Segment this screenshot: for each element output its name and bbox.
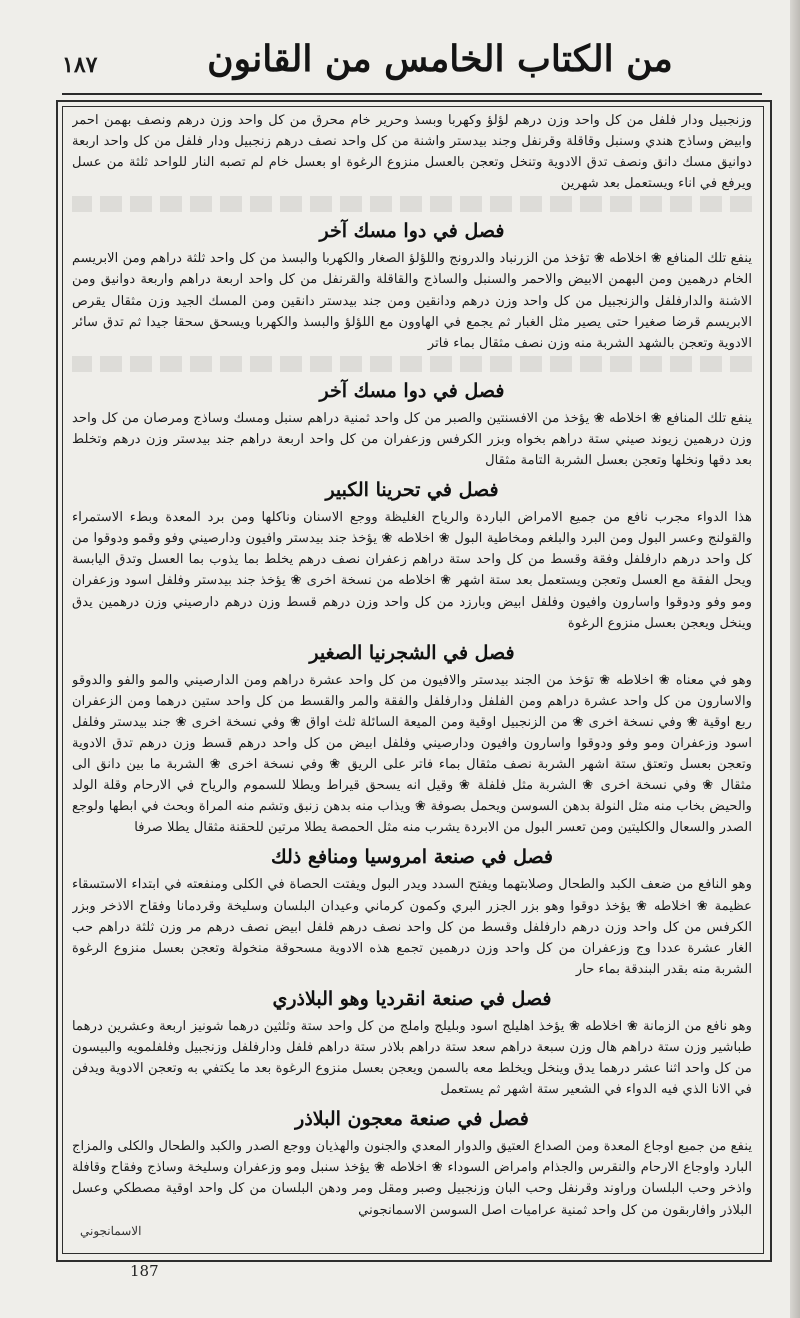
bleed-through-marks: [72, 196, 752, 212]
folio-number-top: ١٨٧: [62, 52, 98, 78]
section-title-6: فصل في صنعة انقرديا وهو البلاذري: [272, 987, 552, 1010]
running-head: من الكتاب الخامس من القانون: [207, 38, 673, 80]
section-title-4: فصل في الشجرنيا الصغير: [309, 641, 515, 664]
paragraph-0: وزنجبيل ودار فلفل من كل واحد وزن درهم لؤلؤ وكهربا وبسذ وحرير خام محرق من كل واحد وزن درهم ونصف بهمن احمر وابيض وساذج هندي وسنبل وقاقلة وقرنفل وجند بيدستر واشنة من كل واحد نصف درهم زنجبيل ودار فلفل من كل واحد اربعة دوانيق مسك دانق ونصف تدق الادوية وتنخل وتعجن بالعسل منزوع الرغوة او بعسل خام لم تصبه النار للواحد ثلثة من عسل ويرفع في اناء ويستعمل بعد شهرين: [72, 113, 752, 192]
catchword: الاسمانجوني: [80, 1223, 142, 1238]
section-title-7: فصل في صنعة معجون البلاذر: [295, 1108, 529, 1131]
paragraph-3: هذا الدواء مجرب نافع من جميع الامراض الباردة والرياح الغليظة ووجع الاسنان وناكلها ومن برد المعدة وبطء الاستمراء والقولنج وعسر البول ومن البرد والبلغم ومخاطية البول ❀ اخلاطه ❀ يؤخذ جند بيدستر وافيون ودارصيني وفو وقمو ودوقوا من كل واحد درهم دارفلفل وفقة وقسط من كل واحد ستة دراهم زعفران نصف درهم يخلط بما يذوب بما العسل وتدق اليابسة ويحل الفقة مع العسل وتعجن ويستعمل بعد ستة اشهر ❀ اخلاطه من نسخة اخرى ❀ يؤخذ جند بيدستر وفلفل اسود وزعفران ومو وفو ودوقوا واسارون وافيون وفلفل ابيض وبارزد من كل واحد وزن درهم قسط وزن درهم دارصيني وزن درهمين يدق وينخل ويعجن بعسل منزوع الرغوة: [72, 510, 752, 631]
paragraph-2: ينفع تلك المنافع ❀ اخلاطه ❀ يؤخذ من الافسنتين والصبر من كل واحد ثمنية دراهم سنبل ومسك وساذج ومرصان من كل واحد وزن درهمين زيوند صيني ستة دراهم بخواه وبزر الكرفس وزعفران من كل واحد اربعة دراهم جند بيدستر وزن درهم وتخلط بعد دقها ونخلها وتعجن بعسل الشربة التامة مثقال: [72, 410, 752, 469]
paragraph-4: وهو في معناه ❀ اخلاطه ❀ تؤخذ من الجند بيدستر والافيون من كل واحد عشرة دراهم ومن الدارصيني والمو والفو والدوقو والاسارون من كل واحد عشرة دراهم ومن الفلفل ودارفلفل والفقة والمر والقسط من كل واحد ستين درهما ومن الزعفران ربع اوقية ❀ وفي نسخة اخرى ❀ من الزنجبيل اوقية ومن الميعة السائلة ثلث اواق ❀ وفي نسخة اخرى ❀ جند بيدستر وفلفل اسود وزعفران ومو وفو ودوقوا واسارون وافيون ودارصيني وفلفل ابيض من كل واحد درهم قسط وزن درهم تدق الادوية وتعجن بعسل وتعتق ستة اشهر الشربة نصف مثقال بماء فاتر على الريق ❀ وفي نسخة اخرى ❀ الشربة ما بين دانق الى مثقال ❀ وفي نسخة اخرى ❀ الشربة مثل فلفلة ❀ وقيل انه يسحق قيراط ويطلا للسموم والرياح في الارحام وقلة الولد والحيض بخاب منه مثل النولة بدهن السوسن ويحمل بصوفة ❀ ويذاب منه بدهن زنبق وتشم منه المراة وبحث في ابطها ولوجع الصدر والسعال والكليتين ومن تعسر البول من الابردة يشرب منه مثل الحمصة يطلا مرتين للحقنة مثقال يطلا صرفا: [72, 672, 752, 836]
bleed-through-marks: [72, 356, 752, 372]
paragraph-7: ينفع من جميع اوجاع المعدة ومن الصداع العتيق والدوار المعدي والجنون والهذيان ووجع الصدر والكبد والطحال والكلى والمزاج البارد واوجاع الارحام والنقرس والجذام وامراض السوداء ❀ اخلاطه ❀ يؤخذ سنبل ومو وزعفران وسليخة وساذج وفقاح وقافلة واذخر وحب البلسان وراوند وقرنفل وحب البان وزنجبيل وصبر ومقل ومر ودهن البلسان من كل واحد اوقية مصطكي وعسل البلاذر وافاربقون من كل واحد ثمنية عراميات اصل السوسن الاسمانجوني: [72, 1139, 752, 1218]
paragraph-1: ينفع تلك المنافع ❀ اخلاطه ❀ تؤخذ من الزرنباد والدرونج واللؤلؤ الصغار والكهربا والبسذ من كل واحد ثلثة دراهم ومن الابريسم الخام درهمين ومن البهمن الابيض والاحمر والسنبل والساذج والقاقلة والقرنفل من كل واحد اربعة دراهم واربعة دوانيق ومن الاشنة والدارفلفل والزنجبيل من كل واحد وزن درهم ودانقين ومن جند بيدستر دانقين ومن المسك الجيد وزن مثقال يقرص الابريسم قرضا صغيرا حتى يصير مثل الغبار ثم يجمع في الهاوون مع اللؤلؤ والبسذ والكهربا ويسحق سحقا جيدا ثم تدق سائر الادوية وتعجن بالشهد الشربة منه وزن نصف مثقال بماء فاتر: [72, 251, 752, 351]
section-title-1: فصل في دوا مسك آخر: [319, 220, 505, 243]
main-text-block: [72, 110, 752, 1248]
section-title-3: فصل في تحرينا الكبير: [325, 479, 499, 502]
header-rule: [62, 93, 762, 95]
page-edge: [790, 0, 800, 1318]
paragraph-5: وهو النافع من ضعف الكبد والطحال وصلابتهما ويفتح السدد ويدر البول ويفتت الحصاة في الكلى ومنفعته في ابتداء الاستسقاء عظيمة ❀ اخلاطه ❀ يؤخذ دوقوا وهو بزر الجزر البري وكمون كرماني وعيدان البلسان وسليخة وقردمانا وفقاح الاذخر وبزر الكرفس من كل واحد وزن درهم دارفلفل وقسط من كل واحد نصف درهم فلفل ابيض نصف درهم مر وزن ثلثة دراهم حب الغار عشرة عددا وج وزعفران من كل واحد وزن درهمين تجمع هذه الادوية مسحوقة منخولة وتعجن بعسل منزوع الرغوة الشربة منه بقدر البندقة بماء حار: [72, 877, 752, 977]
folio-number-bottom: 187: [130, 1262, 159, 1280]
paragraph-6: وهو نافع من الزمانة ❀ اخلاطه ❀ يؤخذ اهليلج اسود وبليلج واملج من كل واحد ستة وثلثين درهما شونيز اربعة وعشرين درهما طباشير وزن ستة دراهم هال وزن سبعة دراهم سعد ستة دراهم بلاذر ستة دراهم فلفل ودارفلفل وزنجبيل وفلفلمويه والبيسون من كل واحد اثنا عشر درهما يدق وينخل ويخلط معه بالسمن ويعجن بعسل منزوع الرغوة بعد ما يكتفي به وتعجن الادوية ويدفن في الانا الذي فيه الدواء في الشعير ستة اشهر ثم يستعمل: [72, 1018, 752, 1098]
section-title-2: فصل في دوا مسك آخر: [319, 379, 505, 402]
section-title-5: فصل في صنعة امروسيا ومنافع ذلك: [270, 846, 554, 869]
